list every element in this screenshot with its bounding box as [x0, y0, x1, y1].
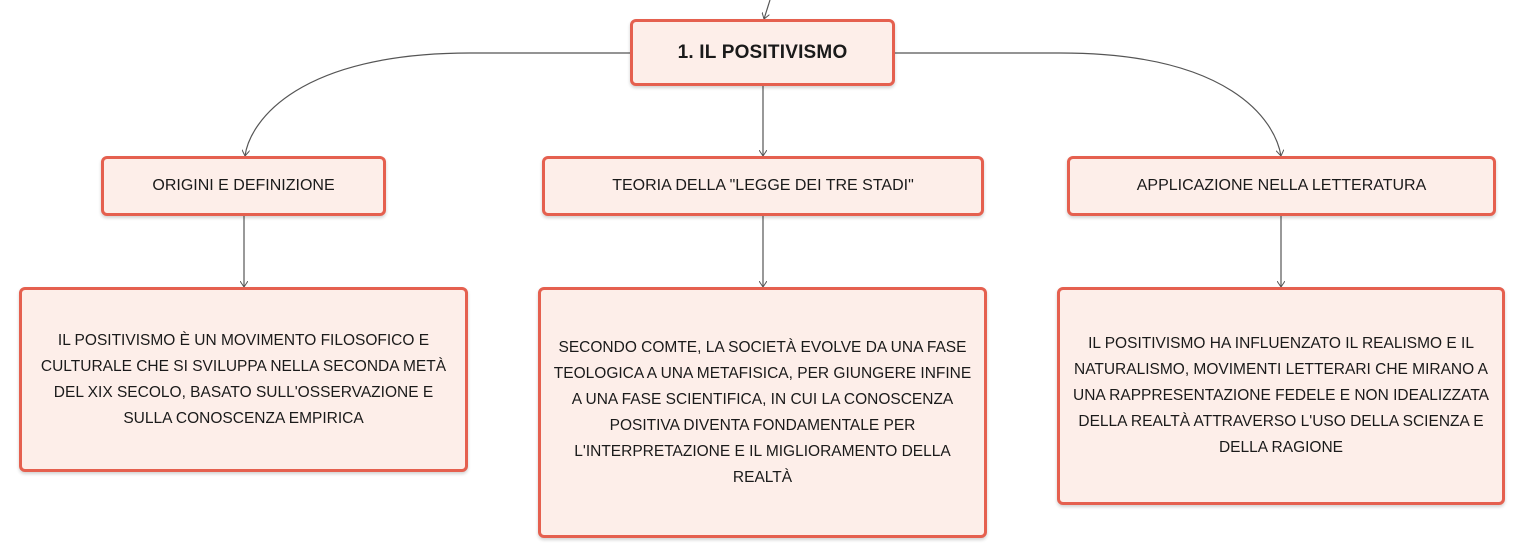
detail-text: IL POSITIVISMO È UN MOVIMENTO FILOSOFICO E CULTURALE CHE SI SVILUPPA NELLA SECONDA METÀ DEL XIX SECOLO, BASATO SULL'OSSERVAZIONE E SULLA CONOSCENZA EMPIRICA [40, 331, 447, 427]
detail-text: SECONDO COMTE, LA SOCIETÀ EVOLVE DA UNA FASE TEOLOGICA A UNA METAFISICA, PER GIUNGERE INFINE A UNA FASE SCIENTIFICA, IN CUI LA CONOSCENZA POSITIVA DIVENTA FONDAMENTALE PER L'INTERPRETAZIONE E IL MIGLIORAMENTO DELLA REALTÀ [553, 338, 972, 486]
incoming-connector [764, 0, 770, 19]
detail-node-origini[interactable] [19, 287, 468, 472]
branch-label: TEORIA DELLA "LEGGE DEI TRE STADI" [612, 177, 914, 194]
branch-node-tre-stadi[interactable] [542, 156, 984, 216]
branch-label: APPLICAZIONE NELLA LETTERATURA [1136, 177, 1427, 194]
root-node[interactable] [630, 19, 895, 86]
connector-root-to-branch-1 [245, 53, 630, 156]
detail-node-letteratura[interactable] [1057, 287, 1505, 505]
root-title: 1. IL POSITIVISMO [677, 41, 848, 63]
branch-node-letteratura[interactable] [1067, 156, 1496, 216]
branch-label: ORIGINI E DEFINIZIONE [152, 177, 335, 194]
connector-root-to-branch-3 [895, 53, 1281, 156]
detail-text: IL POSITIVISMO HA INFLUENZATO IL REALISMO E IL NATURALISMO, MOVIMENTI LETTERARI CHE MIRANO A UNA RAPPRESENTAZIONE FEDELE E NON IDEALIZZATA DELLA REALTÀ ATTRAVERSO L'USO DELLA SCIENZA E DELLA RAGIONE [1073, 335, 1489, 456]
detail-node-tre-stadi[interactable] [538, 287, 987, 538]
branch-node-origini[interactable] [101, 156, 386, 216]
